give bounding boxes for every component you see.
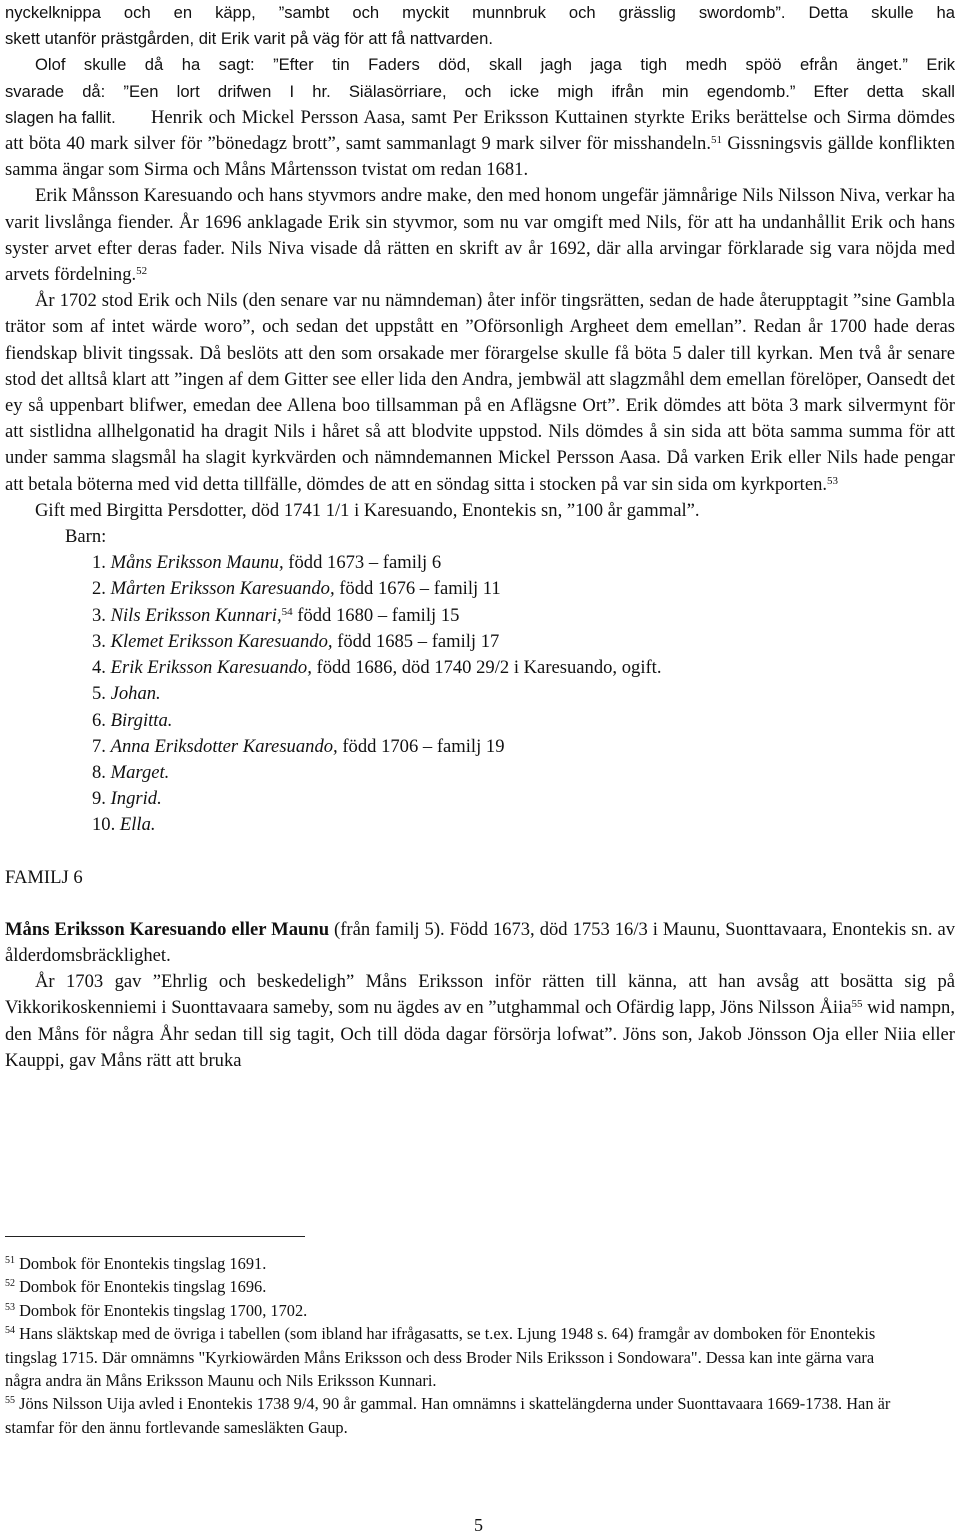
child-name: Ingrid. — [110, 788, 162, 810]
footnote-number: 55 — [5, 1395, 15, 1407]
footnote-number: 51 — [5, 1255, 15, 1266]
child-name: Johan. — [110, 683, 161, 705]
footnote-ref-51: 51 — [711, 134, 722, 147]
paragraph-ar-1703-text-b: wid nampn, den Måns för några Åhr sedan till sig tagit, Och till döda dagar försörja lofwat”. Jöns son, Jakob Jönsson Oja eller Niia eller Kauppi, gav Måns rätt att bruka — [5, 997, 955, 1071]
child-list-item — [92, 786, 955, 812]
opening-line-1: nyckelknippa och en käpp, ”sambt och myckit munnbruk och grässlig swordomb”. Detta skulle ha — [5, 3, 955, 22]
opening-line-4: svarade då: ”Een lort drifwen I hr. Siälasörriare, och icke migh ifrån min egendomb.” Efter detta skall — [5, 81, 955, 101]
footnote-ref-52: 52 — [136, 265, 148, 278]
paragraph-henrik-text: Henrik och Mickel Persson Aasa, samt Per Eriksson Kuttainen styrkte Eriks berättelse och Sirma dömdes att böta 40 mark silver för ”bönedagz brott”, samt sammanlagt 9 mark silver för misshandeln. — [5, 106, 955, 155]
footnote-text: Dombok för Enontekis tingslag 1696. — [15, 1277, 267, 1297]
footnote-text: Jöns Nilsson Uija avled i Enontekis 1738 9/4, 90 år gammal. Han omnämns i skattelängderna under Suonttavaara 1669-1738. Han är stamfar för den ännu fortlevande samesläkten Gaup. — [5, 1394, 891, 1437]
child-list-item — [92, 655, 955, 681]
child-name: Anna Eriksdotter Karesuando, — [110, 735, 338, 757]
paragraph-gift-med: Gift med Birgitta Persdotter, död 1741 1/1 i Karesuando, Enontekis sn, ”100 år gammal”. — [35, 499, 700, 521]
child-list-item — [92, 812, 955, 838]
paragraph-henrik-continuation — [5, 105, 955, 184]
footnotes-section — [5, 1252, 905, 1439]
paragraph-ar-1703 — [5, 969, 955, 1074]
footnote-53 — [5, 1299, 905, 1322]
footnote-text: Hans släktskap med de övriga i tabellen (som ibland har ifrågasatts, se t.ex. Ljung 1948 s. 64) framgår av domboken för Enontekis tingslag 1715. Där omnämns "Kyrkiowärden Måns Eriksson och dess Broder Nils Eriksson i Sondowara". Dessa kan inte gärna vara några andra än Måns Eriksson Maunu och Nils Eriksson Kunnari. — [5, 1324, 876, 1391]
child-number: 4. — [92, 657, 106, 679]
opening-line-2: skett utanför prästgården, dit Erik varit på väg för att få nattvarden. — [5, 29, 493, 49]
child-details: född 1676 – familj 11 — [334, 578, 501, 600]
child-number: 9. — [92, 788, 106, 810]
child-number: 7. — [92, 735, 106, 757]
child-name: Måns Eriksson Maunu, — [110, 552, 284, 574]
child-name: Mårten Eriksson Karesuando, — [110, 578, 335, 600]
document-page — [5, 0, 955, 1074]
child-name: Birgitta. — [110, 709, 173, 731]
child-number: 8. — [92, 761, 106, 783]
paragraph-ar-1702 — [5, 288, 955, 498]
familj-heading: FAMILJ 6 — [5, 866, 83, 888]
footnote-ref-54: 54 — [281, 605, 293, 618]
footnote-52 — [5, 1275, 905, 1298]
page-number: 5 — [474, 1515, 483, 1535]
footnote-number: 53 — [5, 1301, 15, 1313]
child-list-item — [92, 629, 955, 655]
child-number: 1. — [92, 552, 106, 574]
paragraph-ar-1702-text: År 1702 stod Erik och Nils (den senare var nu nämndeman) åter inför tingsrätten, sedan de hade återupptagit ”sine Gambla trätor som af intet wärde woro”, och sedan det uppstått en ”Oförsonligh Argheet dem emellan”. Redan år 1700 hade deras fiendskap blivit tingssak. Då beslöts att den som orsakade mer förargelse skulle få böta 5 daler till kyrkan. Men två år senare stod det alltså klart att ”ingen af dem Gitter see eller lida den Andra, jembwäl att slagzmåhl dem emellan förelöper, Oansedt det ey så uppenbart blifwer, emedan dee Allena boo tillsamman på en Aflägsne Ort”. Erik dömdes att böta 3 mark silvermynt för att sistlidna allhelgonatid ha dragit Nils i håret så att blodvite uppstod. Nils dömdes å sin sida att böta samma summa för att under samma slagsmål ha slagit kyrkvärden och nämndemannen Mickel Persson Aasa. Då varken Erik eller Nils hade pengar att betala böterna med vid detta tillfälle, dömdes de att en söndag sitta i stocken på var sin sida om kyrkporten. — [5, 290, 955, 495]
footnote-54 — [5, 1322, 905, 1392]
child-list-item — [92, 760, 955, 786]
footnote-number: 54 — [5, 1325, 15, 1337]
paragraph-erik-mansson — [5, 183, 955, 288]
opening-line-5: slagen ha fallit. — [5, 107, 116, 127]
opening-line-3: Olof skulle då ha sagt: ”Efter tin Faders död, skall jagh jaga tigh medh spöö efrån änget.” Erik — [35, 55, 955, 75]
footnote-55 — [5, 1392, 905, 1439]
child-details: född 1706 – familj 19 — [337, 735, 505, 757]
children-heading: Barn: — [65, 526, 107, 548]
footnote-text: Dombok för Enontekis tingslag 1700, 1702. — [15, 1300, 308, 1320]
children-list — [5, 550, 955, 838]
child-name: Marget. — [110, 761, 170, 783]
child-list-item — [92, 550, 955, 576]
footnote-number: 52 — [5, 1278, 15, 1290]
child-list-item — [92, 603, 955, 629]
child-details: född 1686, död 1740 29/2 i Karesuando, ogift. — [311, 657, 662, 679]
footnote-ref-53: 53 — [827, 474, 839, 487]
child-details: född 1680 – familj 15 — [292, 604, 460, 626]
child-list-item — [92, 681, 955, 707]
child-number: 10. — [92, 814, 116, 836]
child-details: född 1685 – familj 17 — [332, 630, 500, 652]
child-list-item — [92, 708, 955, 734]
child-name: Erik Eriksson Karesuando, — [110, 657, 312, 679]
child-number: 6. — [92, 709, 106, 731]
paragraph-mans-eriksson-text: (från familj 5). Född 1673, död 1753 16/3 i Maunu, Suonttavaara, Enontekis sn. av ålderdomsbräcklighet. — [5, 918, 955, 966]
footnote-separator — [5, 1236, 305, 1237]
footnote-text: Dombok för Enontekis tingslag 1691. — [15, 1254, 267, 1273]
child-name: Nils Eriksson Kunnari, — [110, 604, 282, 626]
paragraph-erik-mansson-text: Erik Månsson Karesuando och hans styvmors andre make, den med honom ungefär jämnårige Nils Nilsson Niva, verkar ha varit livslånga fiender. År 1696 anklagade Erik sin styvmor, som nu var omgift med Nils, för att ha undanhållit Erik och hans syster arvet efter deras fader. Nils Niva visade då rätten en skrift av år 1692, där alla arvingar förklarade sig vara nöjda med arvets fördelning. — [5, 185, 955, 286]
child-name: Klemet Eriksson Karesuando, — [110, 630, 333, 652]
footnote-51 — [5, 1252, 905, 1275]
paragraph-mans-eriksson — [5, 917, 955, 969]
child-number: 5. — [92, 683, 106, 705]
child-number: 3. — [92, 604, 106, 626]
person-name-bold: Måns Eriksson Karesuando eller Maunu — [5, 918, 330, 940]
paragraph-henrik-tail: Gissningsvis gällde konflikten samma ängar som Sirma och Måns Mårtensson tvistat om redan 1681. — [5, 133, 955, 181]
child-list-item — [92, 576, 955, 602]
child-list-item — [92, 734, 955, 760]
child-details: född 1673 – familj 6 — [283, 552, 442, 574]
child-name: Ella. — [119, 814, 156, 836]
paragraph-ar-1703-text-a: År 1703 gav ”Ehrlig och beskedeligh” Måns Eriksson inför rätten till känna, att han avsåg att bosätta sig på Vikkorikoskenniemi i Suonttavaara sameby, som nu ägdes av en ”utghammal och Ofärdig lapp, Jöns Nilsson Åiia — [5, 971, 955, 1019]
child-number: 3. — [92, 630, 106, 652]
footnote-ref-55: 55 — [851, 998, 863, 1011]
child-number: 2. — [92, 578, 106, 600]
